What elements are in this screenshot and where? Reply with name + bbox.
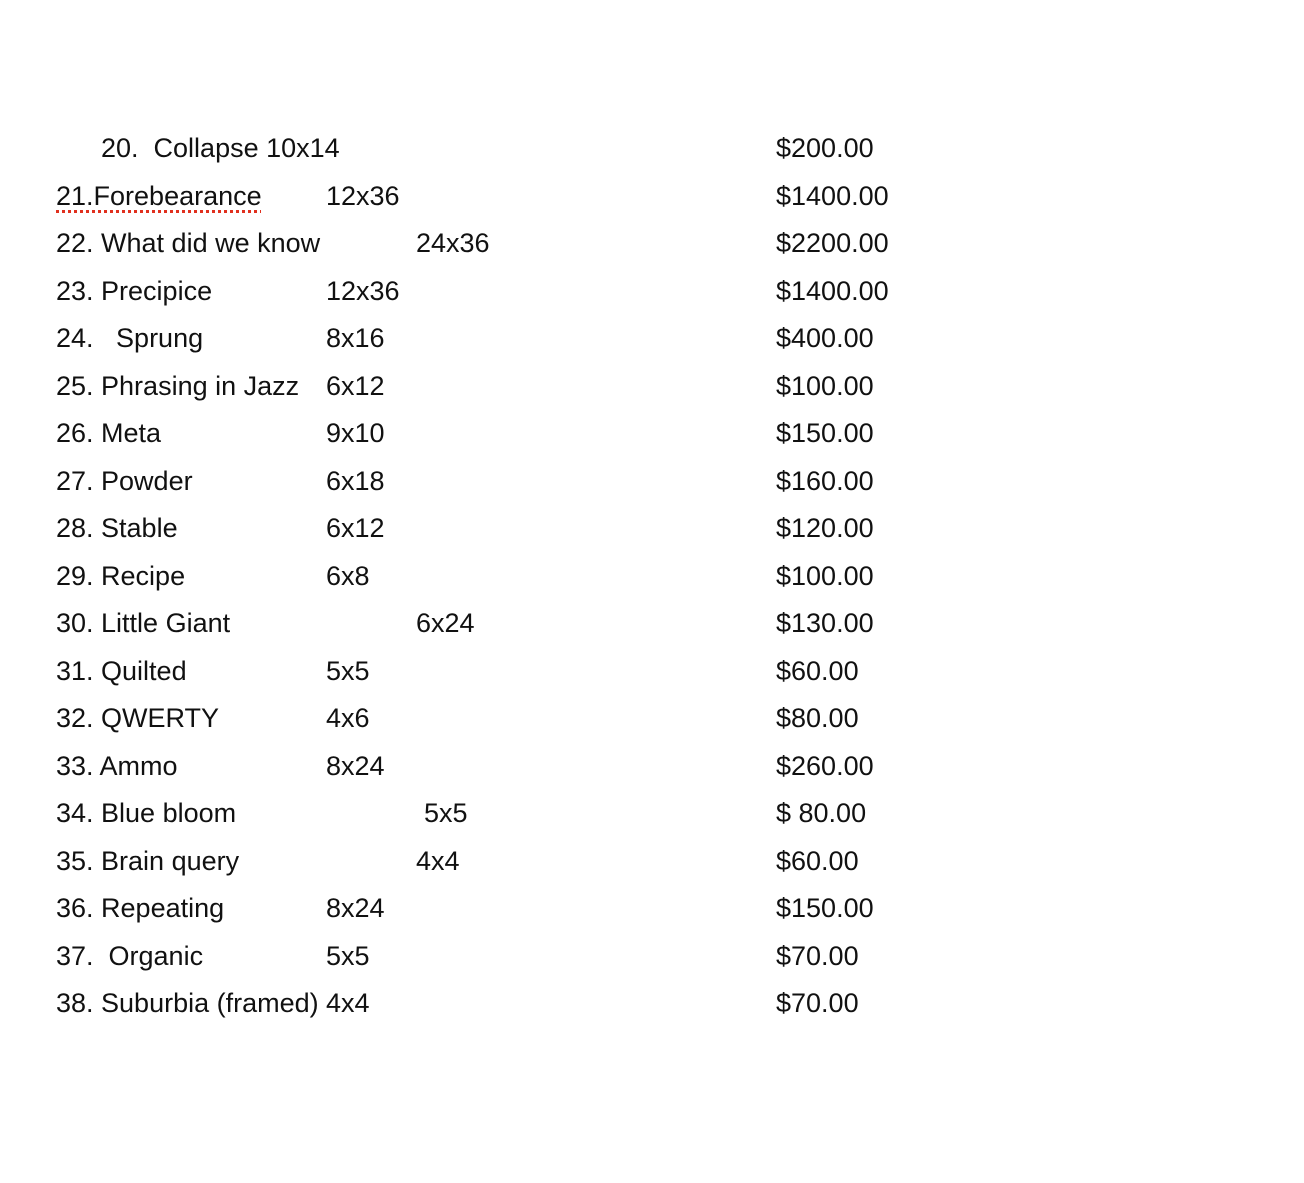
item-price: $120.00 [776, 513, 874, 543]
item-title: 26. Meta [56, 418, 162, 448]
item-price: $60.00 [776, 846, 859, 876]
list-item [0, 746, 1304, 786]
item-price: $200.00 [776, 133, 874, 163]
item-price: $2200.00 [776, 228, 889, 258]
list-item [0, 983, 1304, 1023]
list-item [0, 841, 1304, 881]
item-size: 4x4 [416, 846, 460, 876]
item-price: $400.00 [776, 323, 874, 353]
list-item [0, 508, 1304, 548]
list-item [0, 318, 1304, 358]
item-title: 24. Sprung [56, 323, 204, 353]
list-item [0, 698, 1304, 738]
item-size: 8x24 [326, 893, 385, 923]
item-size: 24x36 [416, 228, 490, 258]
list-item [0, 223, 1304, 263]
item-title: 35. Brain query [56, 846, 240, 876]
item-title: 34. Blue bloom [56, 798, 237, 828]
item-title: 33. Ammo [56, 751, 178, 781]
item-price: $ 80.00 [776, 798, 867, 828]
item-size: 9x10 [326, 418, 385, 448]
item-size: 12x36 [326, 181, 400, 211]
item-size: 8x16 [326, 323, 385, 353]
item-size: 5x5 [424, 798, 468, 828]
item-price: $80.00 [776, 703, 859, 733]
item-title: 20. Collapse 10x14 [101, 133, 340, 163]
item-size: 6x18 [326, 466, 385, 496]
item-title: 29. Recipe [56, 561, 186, 591]
item-price: $260.00 [776, 751, 874, 781]
item-title: 27. Powder [56, 466, 193, 496]
list-item [0, 603, 1304, 643]
item-title: 28. Stable [56, 513, 178, 543]
item-size: 5x5 [326, 941, 370, 971]
item-title: 21.Forebearance [56, 181, 262, 211]
list-item [0, 128, 1304, 168]
item-price: $1400.00 [776, 276, 889, 306]
item-size: 4x4 [326, 988, 370, 1018]
list-item [0, 366, 1304, 406]
item-size: 4x6 [326, 703, 370, 733]
list-item [0, 461, 1304, 501]
item-size: 8x24 [326, 751, 385, 781]
item-price: $150.00 [776, 893, 874, 923]
list-item [0, 556, 1304, 596]
item-size: 5x5 [326, 656, 370, 686]
item-price: $1400.00 [776, 181, 889, 211]
list-item [0, 651, 1304, 691]
item-price: $150.00 [776, 418, 874, 448]
list-item [0, 176, 1304, 216]
item-price: $160.00 [776, 466, 874, 496]
item-title: 30. Little Giant [56, 608, 231, 638]
item-title: 22. What did we know [56, 228, 321, 258]
item-price: $70.00 [776, 988, 859, 1018]
list-item [0, 271, 1304, 311]
item-size: 6x12 [326, 371, 385, 401]
item-price: $100.00 [776, 561, 874, 591]
item-title: 37. Organic [56, 941, 204, 971]
item-title: 31. Quilted [56, 656, 187, 686]
list-item [0, 936, 1304, 976]
list-item [0, 793, 1304, 833]
item-price: $130.00 [776, 608, 874, 638]
item-title: 38. Suburbia (framed) [56, 988, 319, 1018]
item-title: 32. QWERTY [56, 703, 220, 733]
item-title: 25. Phrasing in Jazz [56, 371, 300, 401]
item-title: 23. Precipice [56, 276, 213, 306]
item-price: $100.00 [776, 371, 874, 401]
item-price: $70.00 [776, 941, 859, 971]
item-size: 6x12 [326, 513, 385, 543]
list-item [0, 413, 1304, 453]
item-size: 6x8 [326, 561, 370, 591]
item-title: 36. Repeating [56, 893, 225, 923]
item-price: $60.00 [776, 656, 859, 686]
item-size: 12x36 [326, 276, 400, 306]
item-size: 6x24 [416, 608, 475, 638]
list-item [0, 888, 1304, 928]
